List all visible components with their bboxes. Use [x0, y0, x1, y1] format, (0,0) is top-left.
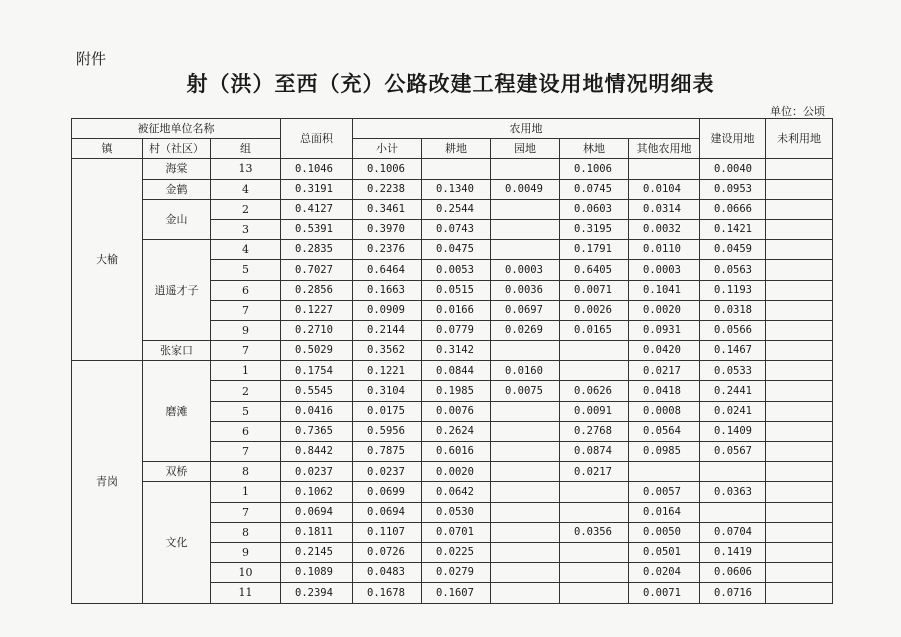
cell-unused — [766, 502, 833, 522]
cell-total-area: 0.2856 — [281, 280, 353, 300]
cell-unused — [766, 199, 833, 219]
cell-unused — [766, 361, 833, 381]
cell-unused — [766, 522, 833, 542]
cell-group: 1 — [211, 361, 281, 381]
cell-cultivated: 0.0701 — [422, 522, 491, 542]
cell-garden — [491, 482, 560, 502]
cell-forest: 0.0217 — [560, 462, 629, 482]
header-group: 组 — [211, 139, 281, 159]
cell-total-area: 0.1754 — [281, 361, 353, 381]
header-town: 镇 — [72, 139, 143, 159]
cell-group: 4 — [211, 179, 281, 199]
cell-group: 9 — [211, 542, 281, 562]
cell-unused — [766, 240, 833, 260]
cell-construction: 0.1193 — [700, 280, 766, 300]
cell-unused — [766, 482, 833, 502]
cell-subtotal: 0.3461 — [353, 199, 422, 219]
cell-other-farmland: 0.0050 — [629, 522, 700, 542]
table-row — [72, 482, 833, 502]
cell-forest — [560, 502, 629, 522]
cell-village: 金山 — [143, 199, 211, 239]
cell-garden: 0.0075 — [491, 381, 560, 401]
cell-group: 7 — [211, 442, 281, 462]
table-row — [72, 199, 833, 219]
cell-village: 张家口 — [143, 341, 211, 361]
cell-construction: 0.0040 — [700, 159, 766, 179]
cell-subtotal: 0.2376 — [353, 240, 422, 260]
cell-total-area: 0.5391 — [281, 219, 353, 239]
cell-garden — [491, 401, 560, 421]
cell-construction: 0.0606 — [700, 563, 766, 583]
cell-cultivated — [422, 159, 491, 179]
cell-unused — [766, 381, 833, 401]
cell-group: 5 — [211, 401, 281, 421]
cell-total-area: 0.0694 — [281, 502, 353, 522]
cell-other-farmland: 0.0420 — [629, 341, 700, 361]
cell-group: 3 — [211, 219, 281, 239]
cell-garden: 0.0036 — [491, 280, 560, 300]
cell-group: 2 — [211, 199, 281, 219]
cell-forest: 0.1006 — [560, 159, 629, 179]
cell-total-area: 0.0237 — [281, 462, 353, 482]
cell-construction: 0.0318 — [700, 300, 766, 320]
cell-garden — [491, 199, 560, 219]
cell-cultivated: 0.0475 — [422, 240, 491, 260]
cell-subtotal: 0.2238 — [353, 179, 422, 199]
cell-garden: 0.0697 — [491, 300, 560, 320]
cell-forest — [560, 583, 629, 603]
cell-cultivated: 0.0844 — [422, 361, 491, 381]
cell-construction: 0.0716 — [700, 583, 766, 603]
cell-subtotal: 0.1107 — [353, 522, 422, 542]
cell-total-area: 0.3191 — [281, 179, 353, 199]
table-row — [72, 341, 833, 361]
cell-construction: 0.0666 — [700, 199, 766, 219]
cell-cultivated: 0.1607 — [422, 583, 491, 603]
cell-construction: 0.2441 — [700, 381, 766, 401]
cell-forest: 0.0603 — [560, 199, 629, 219]
header-total-area: 总面积 — [281, 119, 353, 159]
cell-village: 磨滩 — [143, 361, 211, 462]
cell-forest: 0.0626 — [560, 381, 629, 401]
cell-unused — [766, 462, 833, 482]
cell-total-area: 0.1046 — [281, 159, 353, 179]
cell-total-area: 0.2394 — [281, 583, 353, 603]
cell-total-area: 0.2145 — [281, 542, 353, 562]
table-row — [72, 159, 833, 179]
cell-garden — [491, 421, 560, 441]
cell-construction: 0.0953 — [700, 179, 766, 199]
cell-group: 7 — [211, 341, 281, 361]
cell-village: 逍遥才子 — [143, 240, 211, 341]
cell-cultivated: 0.2544 — [422, 199, 491, 219]
cell-cultivated: 0.0515 — [422, 280, 491, 300]
cell-group: 7 — [211, 300, 281, 320]
table-row — [72, 462, 833, 482]
cell-garden — [491, 240, 560, 260]
cell-subtotal: 0.3970 — [353, 219, 422, 239]
cell-construction: 0.0563 — [700, 260, 766, 280]
cell-cultivated: 0.0053 — [422, 260, 491, 280]
cell-garden — [491, 219, 560, 239]
cell-subtotal: 0.6464 — [353, 260, 422, 280]
cell-group: 11 — [211, 583, 281, 603]
cell-cultivated: 0.0779 — [422, 320, 491, 340]
cell-total-area: 0.5545 — [281, 381, 353, 401]
cell-forest: 0.1791 — [560, 240, 629, 260]
cell-garden — [491, 542, 560, 562]
cell-other-farmland: 0.0164 — [629, 502, 700, 522]
cell-garden — [491, 341, 560, 361]
cell-total-area: 0.0416 — [281, 401, 353, 421]
table-row — [72, 240, 833, 260]
cell-subtotal: 0.1663 — [353, 280, 422, 300]
cell-unused — [766, 341, 833, 361]
cell-other-farmland: 0.0217 — [629, 361, 700, 381]
cell-town: 青岗 — [72, 361, 143, 603]
cell-cultivated: 0.6016 — [422, 442, 491, 462]
cell-subtotal: 0.5956 — [353, 421, 422, 441]
cell-group: 2 — [211, 381, 281, 401]
cell-group: 4 — [211, 240, 281, 260]
header-forest: 林地 — [560, 139, 629, 159]
cell-unused — [766, 563, 833, 583]
header-garden: 园地 — [491, 139, 560, 159]
cell-forest — [560, 341, 629, 361]
cell-unused — [766, 421, 833, 441]
cell-other-farmland: 0.0071 — [629, 583, 700, 603]
header-construction-land: 建设用地 — [700, 119, 766, 159]
cell-subtotal: 0.0694 — [353, 502, 422, 522]
cell-other-farmland: 0.0104 — [629, 179, 700, 199]
cell-subtotal: 0.1678 — [353, 583, 422, 603]
cell-garden: 0.0003 — [491, 260, 560, 280]
cell-total-area: 0.7365 — [281, 421, 353, 441]
cell-total-area: 0.1062 — [281, 482, 353, 502]
cell-other-farmland: 0.0204 — [629, 563, 700, 583]
header-expropriated-unit: 被征地单位名称 — [72, 119, 281, 139]
cell-garden: 0.0269 — [491, 320, 560, 340]
cell-group: 1 — [211, 482, 281, 502]
header-subtotal: 小计 — [353, 139, 422, 159]
cell-construction: 0.0566 — [700, 320, 766, 340]
cell-group: 9 — [211, 320, 281, 340]
cell-forest: 0.0091 — [560, 401, 629, 421]
cell-forest: 0.0745 — [560, 179, 629, 199]
table-row — [72, 361, 833, 381]
cell-village: 海棠 — [143, 159, 211, 179]
cell-garden — [491, 159, 560, 179]
cell-group: 5 — [211, 260, 281, 280]
cell-forest — [560, 542, 629, 562]
cell-forest: 0.3195 — [560, 219, 629, 239]
cell-construction: 0.0704 — [700, 522, 766, 542]
table-row — [72, 179, 833, 199]
cell-garden — [491, 442, 560, 462]
cell-other-farmland: 0.0032 — [629, 219, 700, 239]
cell-unused — [766, 179, 833, 199]
cell-cultivated: 0.2624 — [422, 421, 491, 441]
cell-group: 6 — [211, 280, 281, 300]
header-other-farmland: 其他农用地 — [629, 139, 700, 159]
cell-construction: 0.1409 — [700, 421, 766, 441]
cell-other-farmland: 0.0110 — [629, 240, 700, 260]
cell-unused — [766, 583, 833, 603]
cell-group: 7 — [211, 502, 281, 522]
cell-subtotal: 0.0175 — [353, 401, 422, 421]
cell-other-farmland: 0.0985 — [629, 442, 700, 462]
cell-group: 8 — [211, 462, 281, 482]
land-use-table — [71, 118, 833, 604]
cell-subtotal: 0.1006 — [353, 159, 422, 179]
cell-other-farmland: 0.0003 — [629, 260, 700, 280]
cell-construction: 0.1419 — [700, 542, 766, 562]
cell-forest: 0.6405 — [560, 260, 629, 280]
cell-forest — [560, 482, 629, 502]
cell-construction: 0.1467 — [700, 341, 766, 361]
cell-other-farmland: 0.0008 — [629, 401, 700, 421]
cell-total-area: 0.8442 — [281, 442, 353, 462]
cell-garden: 0.0049 — [491, 179, 560, 199]
cell-forest: 0.0026 — [560, 300, 629, 320]
cell-cultivated: 0.0530 — [422, 502, 491, 522]
cell-garden — [491, 502, 560, 522]
cell-unused — [766, 219, 833, 239]
cell-group: 6 — [211, 421, 281, 441]
cell-total-area: 0.1227 — [281, 300, 353, 320]
cell-garden — [491, 563, 560, 583]
cell-other-farmland: 0.0564 — [629, 421, 700, 441]
cell-cultivated: 0.0279 — [422, 563, 491, 583]
unit-label: 单位：公顷 — [770, 105, 825, 118]
cell-unused — [766, 260, 833, 280]
cell-total-area: 0.1089 — [281, 563, 353, 583]
attachment-label: 附件 — [76, 50, 107, 68]
cell-cultivated: 0.0225 — [422, 542, 491, 562]
cell-construction — [700, 502, 766, 522]
cell-unused — [766, 442, 833, 462]
cell-total-area: 0.7027 — [281, 260, 353, 280]
cell-other-farmland: 0.0314 — [629, 199, 700, 219]
cell-subtotal: 0.0909 — [353, 300, 422, 320]
cell-total-area: 0.2835 — [281, 240, 353, 260]
cell-group: 13 — [211, 159, 281, 179]
cell-forest — [560, 361, 629, 381]
cell-subtotal: 0.2144 — [353, 320, 422, 340]
page-title: 射（洪）至西（充）公路改建工程建设用地情况明细表 — [186, 71, 715, 96]
cell-garden — [491, 462, 560, 482]
cell-unused — [766, 542, 833, 562]
cell-subtotal: 0.0726 — [353, 542, 422, 562]
cell-unused — [766, 280, 833, 300]
cell-forest: 0.0165 — [560, 320, 629, 340]
cell-cultivated: 0.1340 — [422, 179, 491, 199]
cell-group: 8 — [211, 522, 281, 542]
cell-cultivated: 0.1985 — [422, 381, 491, 401]
cell-unused — [766, 401, 833, 421]
cell-cultivated: 0.0743 — [422, 219, 491, 239]
cell-unused — [766, 320, 833, 340]
cell-village: 文化 — [143, 482, 211, 603]
cell-construction: 0.1421 — [700, 219, 766, 239]
cell-forest — [560, 563, 629, 583]
cell-subtotal: 0.7875 — [353, 442, 422, 462]
cell-garden — [491, 522, 560, 542]
header-cultivated: 耕地 — [422, 139, 491, 159]
cell-other-farmland — [629, 462, 700, 482]
cell-subtotal: 0.0483 — [353, 563, 422, 583]
cell-construction: 0.0533 — [700, 361, 766, 381]
cell-garden: 0.0160 — [491, 361, 560, 381]
cell-group: 10 — [211, 563, 281, 583]
cell-other-farmland: 0.0501 — [629, 542, 700, 562]
cell-subtotal: 0.3104 — [353, 381, 422, 401]
cell-town: 大榆 — [72, 159, 143, 361]
cell-construction: 0.0567 — [700, 442, 766, 462]
cell-cultivated: 0.3142 — [422, 341, 491, 361]
cell-village: 金鹤 — [143, 179, 211, 199]
cell-construction: 0.0363 — [700, 482, 766, 502]
cell-other-farmland — [629, 159, 700, 179]
cell-cultivated: 0.0642 — [422, 482, 491, 502]
cell-forest: 0.0356 — [560, 522, 629, 542]
cell-cultivated: 0.0076 — [422, 401, 491, 421]
cell-total-area: 0.2710 — [281, 320, 353, 340]
cell-village: 双桥 — [143, 462, 211, 482]
cell-forest: 0.2768 — [560, 421, 629, 441]
cell-construction: 0.0241 — [700, 401, 766, 421]
cell-other-farmland: 0.0931 — [629, 320, 700, 340]
cell-unused — [766, 300, 833, 320]
cell-forest: 0.0874 — [560, 442, 629, 462]
cell-subtotal: 0.0237 — [353, 462, 422, 482]
cell-construction: 0.0459 — [700, 240, 766, 260]
cell-total-area: 0.4127 — [281, 199, 353, 219]
cell-total-area: 0.1811 — [281, 522, 353, 542]
header-farmland-use: 农用地 — [353, 119, 700, 139]
cell-construction — [700, 462, 766, 482]
cell-other-farmland: 0.0020 — [629, 300, 700, 320]
cell-forest: 0.0071 — [560, 280, 629, 300]
cell-subtotal: 0.3562 — [353, 341, 422, 361]
header-unused-land: 未利用地 — [766, 119, 833, 159]
cell-other-farmland: 0.1041 — [629, 280, 700, 300]
cell-cultivated: 0.0166 — [422, 300, 491, 320]
cell-subtotal: 0.1221 — [353, 361, 422, 381]
cell-unused — [766, 159, 833, 179]
cell-cultivated: 0.0020 — [422, 462, 491, 482]
cell-subtotal: 0.0699 — [353, 482, 422, 502]
cell-garden — [491, 583, 560, 603]
cell-other-farmland: 0.0057 — [629, 482, 700, 502]
cell-total-area: 0.5029 — [281, 341, 353, 361]
header-village: 村（社区） — [143, 139, 211, 159]
cell-other-farmland: 0.0418 — [629, 381, 700, 401]
